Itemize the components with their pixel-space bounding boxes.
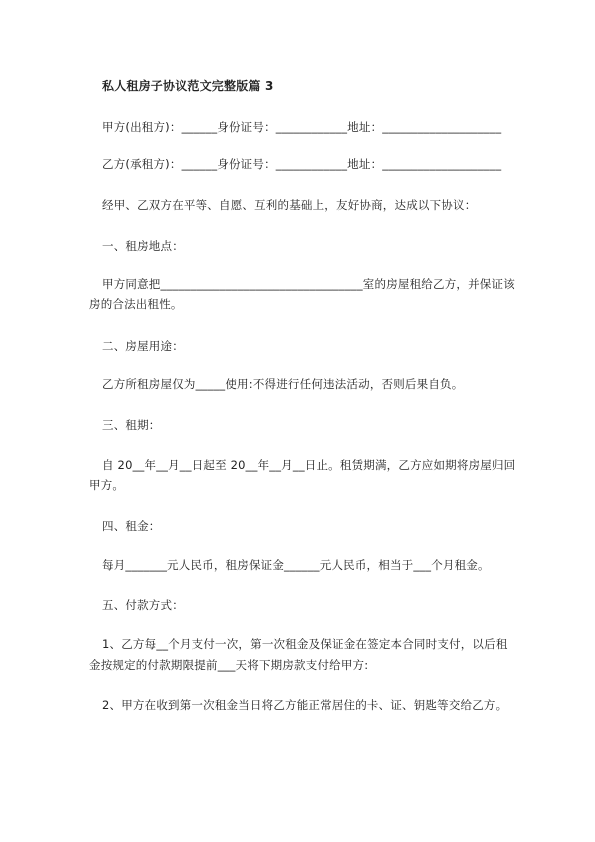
- section5-item2: 2、甲方在收到第一次租金当日将乙方能正常居住的卡、证、钥匙等交给乙方。: [102, 698, 508, 712]
- section1-line2: 房的合法出租性。: [89, 297, 183, 311]
- section4-heading: 四、租金：: [102, 519, 161, 533]
- section3-line2: 甲方。: [89, 478, 125, 492]
- section2-heading: 二、房屋用途：: [102, 339, 184, 353]
- section4-body: 每月_______元人民币，租房保证金______元人民币，相当于___个月租金。: [102, 558, 490, 572]
- section1-line1: 甲方同意把__________________________________室的房屋租给乙方，并保证该: [102, 277, 515, 291]
- section1-heading: 一、租房地点：: [102, 239, 184, 253]
- section5-item1-line1: 1、乙方每__个月支付一次，第一次租金及保证金在签定本合同时支付，以后租: [102, 637, 508, 651]
- party-b-line: 乙方(承租方)：______身份证号：____________地址：____________________: [102, 157, 502, 171]
- document-title: 私人租房子协议范文完整版篇 3: [102, 79, 274, 93]
- party-a-line: 甲方(出租方)：______身份证号：____________地址：____________________: [102, 120, 502, 134]
- section2-body: 乙方所租房屋仅为_____使用:不得进行任何违法活动，否则后果自负。: [102, 377, 464, 391]
- intro-paragraph: 经甲、乙双方在平等、自愿、互利的基础上，友好协商，达成以下协议：: [102, 198, 477, 212]
- section3-line1: 自 20__年__月__日起至 20__年__月__日止。租赁期满，乙方应如期将房屋归回: [102, 458, 516, 472]
- section5-heading: 五、付款方式：: [102, 598, 184, 612]
- section5-item1-line2: 金按规定的付款期限提前___天将下期房款支付给甲方:: [89, 658, 369, 672]
- section3-heading: 三、租期：: [102, 418, 161, 432]
